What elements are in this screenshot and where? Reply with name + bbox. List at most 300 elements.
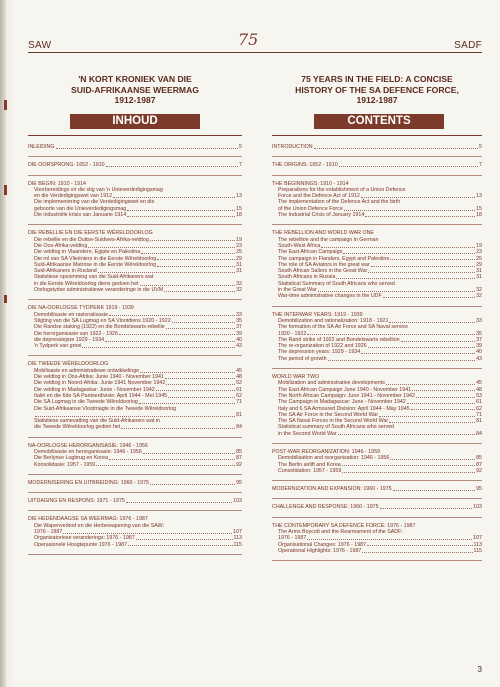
toc-page-number: 37 (236, 324, 242, 331)
toc-page-number: 40 (236, 336, 242, 343)
toc-page-number: 103 (233, 498, 242, 505)
toc-entry-title: Organisatoriese veranderings: 1976 - 1987 (34, 535, 135, 542)
toc-page-number: 23 (476, 249, 482, 256)
dot-leader (336, 278, 475, 279)
dot-leader (339, 166, 478, 167)
toc-page-number: 31 (236, 268, 242, 275)
toc-entry-title: in the Great War (278, 287, 317, 294)
toc-entry-title: Preparations for the establishment of a Union Defence (278, 186, 406, 193)
toc-page-number: 92 (236, 461, 242, 468)
page-number: 3 (477, 665, 482, 674)
toc-page-number: 113 (473, 541, 482, 548)
toc-entry-title: THE CONTEMPORARY SA DEFENCE FORCE: 1976 - 1987 (272, 522, 416, 529)
toc-entry-title: THE ORIGINS: 1652 - 1910 (272, 162, 338, 169)
toc-entry-title: Mobilization and administrative developments (278, 380, 385, 387)
toc-entry-title: Die veldtog in Noord-Afrika: Junie 1941 November 1942 (34, 380, 166, 387)
toc-entry[interactable] (272, 431, 482, 437)
toc-entry[interactable] (28, 343, 242, 349)
toc-entry-title: The rebellion and the campaign in German (278, 236, 379, 243)
toc-entry-title: The SA Naval Forces in the Second World War (278, 418, 389, 425)
toc-entry-title: DIE NA-OORLOGSE TYDPERK 1919 - 1939 (28, 305, 134, 312)
toc-entry[interactable] (272, 468, 482, 474)
toc-page-number: 29 (236, 255, 242, 262)
header-left: SAW (28, 40, 52, 51)
toc-heading[interactable] (272, 486, 482, 492)
dot-leader (96, 465, 235, 466)
dot-leader (172, 322, 235, 323)
dot-leader (136, 539, 233, 540)
toc-page-number: 15 (476, 205, 482, 212)
toc-entry-title: South-West Africa (278, 242, 321, 249)
toc-page-number: 52 (236, 380, 242, 387)
dot-leader (365, 216, 475, 217)
toc-heading[interactable] (28, 144, 242, 150)
toc-entry-title: die Tweede Wêreldoorlog gedien het (34, 424, 121, 431)
dot-leader (150, 484, 235, 485)
toc-page-number: 43 (236, 343, 242, 350)
binding-mark (4, 100, 7, 110)
dot-leader (411, 409, 475, 410)
toc-entry-title: Die Wapenverbod en die Herbewapening van die SAW: (34, 522, 164, 529)
section-divider (272, 368, 482, 369)
toc-section (28, 181, 242, 226)
toc-entry-title: die depressiejare 1929 - 1934 (34, 336, 105, 343)
dot-leader (157, 259, 235, 260)
toc-section (272, 312, 482, 369)
title-line: 'N KORT KRONIEK VAN DIE (78, 74, 192, 84)
toc-entry-title: War-time administrative changes in the UDF (278, 293, 382, 300)
toc-page-number: 31 (236, 261, 242, 268)
dot-leader (371, 266, 475, 267)
toc-section (28, 144, 242, 157)
toc-heading[interactable] (272, 504, 482, 510)
dot-leader (128, 545, 232, 546)
toc-page-number: 33 (476, 317, 482, 324)
toc-entry[interactable] (272, 293, 482, 299)
toc-entry-title: THE BEGINNINGS: 1910 - 1914 (272, 180, 349, 187)
toc-page-number: 53 (476, 392, 482, 399)
toc-entry-title: Voorbereidings vir die stig van 'n Unieverdedigingsmag (34, 186, 163, 193)
dot-leader (361, 353, 475, 354)
toc-page-number: 45 (476, 380, 482, 387)
dot-leader (113, 197, 235, 198)
toc-entry-title: Italië en die 6de SA Pantserdivisie: April 1944 - Mei 1945 (34, 392, 168, 399)
title-afrikaans (28, 74, 242, 114)
toc-entry-title: Statistical Summary of South Africans who served (278, 280, 395, 287)
toc-section (28, 516, 242, 554)
header-rule (28, 52, 482, 53)
dot-leader (157, 266, 235, 267)
header-right: SADF (454, 40, 482, 51)
toc-entry-title: Mobilisasie en administratiewe ontwikkelinge (34, 367, 140, 374)
title-line: HISTORY OF THE SA DEFENCE FORCE, (295, 84, 459, 95)
toc-page-number: 18 (236, 212, 242, 219)
toc-page-number: 84 (236, 424, 242, 431)
toc-page-number: 35 (236, 317, 242, 324)
toc-section (272, 523, 482, 561)
toc-entry-title: The formation of the SA Air Force and SA Naval service (278, 324, 409, 331)
toc-entry-title: INLEIDING (28, 144, 55, 150)
toc-entry-title: POST-WAR REORGANIZATION: 1946 - 1959 (272, 448, 381, 455)
toc-entry-title: The East African Campaign (278, 249, 343, 256)
toc-entry-title: South Africans in Russia (278, 274, 336, 281)
toc-page-number: 81 (476, 418, 482, 425)
toc-entry-title: 1920 - 1922 (278, 330, 307, 337)
dot-leader (390, 259, 475, 260)
dot-leader (386, 384, 475, 385)
toc-page-number: 103 (473, 504, 482, 511)
dot-leader (328, 360, 476, 361)
dot-leader (318, 291, 475, 292)
toc-page-number: 37 (476, 336, 482, 343)
toc-entry-title: The period of growth (278, 355, 327, 362)
toc-entry-title: The campaign in Flanders, Egypt and Palestine (278, 255, 390, 262)
title-line: SUID-AFRIKAANSE WEERMAG (71, 84, 199, 95)
toc-page-number: 87 (236, 455, 242, 462)
toc-entry-title: NA-OORLOGSE HERORGANISASIE: 1946 - 1956 (28, 442, 148, 449)
toc-entry-title: Konsolidasie: 1957 - 1959 (34, 461, 96, 468)
toc-heading[interactable] (28, 498, 242, 504)
toc-entry-title: in die Eerste Wêreldoorlog diens gedoen het (34, 280, 139, 287)
toc-page-number: 31 (476, 268, 482, 275)
toc-page-number: 107 (233, 529, 242, 536)
toc-page-number: 13 (476, 193, 482, 200)
toc-section (272, 181, 482, 226)
toc-entry-title: Statistiese opsomming van die Suid-Afrikaners wat (34, 274, 154, 281)
toc-page-number: 7 (239, 162, 242, 169)
toc-page-number: 23 (236, 242, 242, 249)
toc-entry-title: en die Verdedigingswet van 1912 (34, 193, 113, 200)
dot-leader (389, 322, 475, 323)
section-divider (28, 355, 242, 356)
toc-page-number: 25 (236, 249, 242, 256)
dot-leader (321, 247, 475, 248)
dot-leader (150, 240, 235, 241)
toc-section (272, 486, 482, 499)
toc-page-number: 107 (473, 535, 482, 542)
toc-entry-title: Oorlogstydse administratiewe veranderinge in die UVM (34, 287, 164, 294)
toc-entry-title: The Arms Boycott and the Rearmament of the SADF: (278, 529, 403, 536)
toc-entry-title: Consolidation: 1957 - 1959 (278, 467, 342, 474)
toc-entry-title: Die herorganisasie van 1922 - 1926 (34, 330, 118, 337)
toc-entry[interactable] (272, 548, 482, 554)
toc-entry-title: Die SA Lugmag in die Tweede Wêreldoorlog (34, 399, 138, 406)
dot-leader (121, 428, 235, 429)
dot-leader (88, 247, 235, 248)
toc-entry-title: The Industrial Crisis of January 1914 (278, 212, 365, 219)
dot-leader (143, 453, 235, 454)
toc-page-number: 48 (476, 386, 482, 393)
toc-page-number: 25 (476, 255, 482, 262)
toc-entry-title: The implementation of the Defence Act and the birth (278, 199, 401, 206)
contents-banner: CONTENTS (314, 114, 444, 129)
toc-page-number: 5 (479, 144, 482, 150)
dot-leader (140, 285, 236, 286)
toc-page-number: 32 (236, 280, 242, 287)
toc-page-number: 13 (236, 193, 242, 200)
toc-entry-title: Demobilisation and reorganisation: 1946 - 1956 (278, 455, 390, 462)
toc-entry-title: in the Second World War (278, 430, 337, 437)
toc-entry-title: DIE HEDENDAAGSE SA WEERMAG: 1976 - 1987 (28, 516, 148, 523)
dot-leader (105, 341, 235, 342)
toc-entry-title: CHALLENGE AND RESPONSE: 1960 - 1975 (272, 504, 379, 511)
toc-page-number: 19 (476, 242, 482, 249)
section-divider (272, 517, 482, 518)
toc-entry-title: Italy and 6 SA Armoured Division: April 1944 - May 1945 (278, 405, 410, 412)
section-divider (28, 175, 242, 176)
section-divider (28, 299, 242, 300)
dot-leader (126, 502, 232, 503)
dot-leader (127, 216, 235, 217)
section-divider (272, 175, 482, 176)
dot-leader (63, 533, 232, 534)
toc-entry-title: Die industriële krisis van Januarie 1914 (34, 212, 127, 219)
toc-entry-title: Suid-Afrikaners in Rusland (34, 268, 97, 275)
dot-leader (367, 545, 472, 546)
toc-entry-title: DIE BEGIN: 1910 - 1914 (28, 180, 87, 187)
toc-entry[interactable] (28, 542, 242, 548)
toc-page-number: 84 (476, 430, 482, 437)
dot-leader (82, 347, 235, 348)
dot-leader (361, 197, 475, 198)
toc-entry-title: The East African Campaign June 1940 - November 1941 (278, 386, 412, 393)
toc-entry[interactable] (28, 462, 242, 468)
toc-entry-title: Demobilisasie en herorganisasie: 1946 - 1956 (34, 448, 142, 455)
toc-entry-title: The SA Air Force in the Second World War (278, 411, 379, 418)
dot-leader (314, 148, 478, 149)
toc-entry-title: DIE REBELLIE EN DIE EERSTE WÊRELDOORLOG (28, 230, 153, 237)
dot-leader (141, 253, 235, 254)
toc-entry-title: The depression years: 1929 - 1934 (278, 349, 361, 356)
toc-entry-title: The re-organization of 1922 and 1926 (278, 343, 367, 350)
toc-entry-title: The Campaign in Madagascar: June - November 1942 (278, 399, 406, 406)
toc-section (28, 480, 242, 493)
toc-entry-title: Die veldtog in Oos-Afrika: Junie 1940 - November 1941 (34, 374, 164, 381)
dot-leader (307, 334, 475, 335)
toc-heading[interactable] (28, 480, 242, 486)
toc-page-number: 18 (476, 212, 482, 219)
toc-entry-title: Statistiese samevatting van die Suid-Afrikaners wat in (34, 418, 161, 425)
toc-entry-title: Die Suid-Afrikaanse Vlootmagte in die Tweede Wêreldoorlog (34, 405, 177, 412)
section-divider (272, 306, 482, 307)
toc-entry-title: Die Oos-Afrika-veldtog (34, 242, 88, 249)
toc-section (28, 498, 242, 511)
toc-entry-title: Operational Highlights: 1976 - 1987 (278, 547, 362, 554)
dot-leader (109, 459, 235, 460)
toc-entry-title: UITDAGING EN RESPONS: 1971 - 1975 (28, 498, 125, 505)
toc-page-number: 115 (473, 547, 482, 554)
dot-leader (393, 490, 475, 491)
toc-entry[interactable] (28, 212, 242, 218)
toc-page-number: 32 (476, 293, 482, 300)
title-english (272, 74, 482, 114)
inhoud-banner: INHOUD (70, 114, 200, 129)
toc-entry[interactable] (272, 356, 482, 362)
toc-entry-title: Force and the Defence Act of 1912 (278, 193, 360, 200)
toc-page-number: 71 (476, 411, 482, 418)
toc-page-number: 43 (476, 355, 482, 362)
dot-leader (390, 459, 475, 460)
binding-mark (4, 185, 7, 195)
toc-entry-title: Die Berlynse Lugbrug en Korea (34, 455, 108, 462)
toc-section (28, 305, 242, 356)
dot-leader (343, 253, 475, 254)
toc-entry-title: DIE TWEEDE WÊRELDOORLOG (28, 361, 109, 368)
dot-leader (380, 508, 473, 509)
section-divider (28, 224, 242, 225)
toc-entry-title: of the Union Defence Force (278, 205, 343, 212)
dot-leader (35, 416, 235, 417)
dot-leader (368, 347, 475, 348)
toc-entry-title: Statistical summary of South Africans who served (278, 424, 394, 431)
toc-page-number: 85 (476, 455, 482, 462)
section-divider (272, 224, 482, 225)
dot-leader (127, 210, 235, 211)
toc-heading[interactable] (272, 144, 482, 150)
toc-section (28, 230, 242, 300)
column-english (272, 74, 482, 561)
toc-section (272, 162, 482, 175)
toc-entry-title: Die implementering van die Verdedigingswet en die (34, 199, 155, 206)
toc-entry-title: The Berlin airlift and Korea (278, 461, 341, 468)
dot-leader (342, 472, 475, 473)
toc-entry-title: Suid-Afrikaanse Matrose in die Eerste Wêreldoorlog (34, 261, 156, 268)
dot-leader (416, 397, 475, 398)
toc-page-number: 19 (236, 236, 242, 243)
dot-leader (412, 390, 475, 391)
toc-page-number: 87 (476, 461, 482, 468)
toc-page-number: 115 (233, 541, 242, 548)
toc-section (272, 230, 482, 306)
toc-entry-title: DIE OORSPRONG: 1652 - 1910 (28, 162, 105, 169)
toc-entry-title: South African Sailors in the Great War (278, 268, 368, 275)
dot-leader (307, 539, 472, 540)
toc-entry-title: THE REBELLION AND WORLD WAR ONE (272, 230, 374, 237)
toc-entry-title: Die veldtog in Vlaandere, Egipte en Palestina (34, 249, 141, 256)
dot-leader (379, 416, 475, 417)
toc-entry-title: Die veldtog in Madagaskar: Junie - November 1942 (34, 386, 155, 393)
toc-entry-title: The North African Campaign: June 1941 - November 1942 (278, 392, 415, 399)
dot-leader (56, 148, 239, 149)
toc-page-number: 62 (476, 405, 482, 412)
toc-entry[interactable] (28, 287, 242, 293)
dot-leader (109, 315, 235, 316)
section-divider (28, 437, 242, 438)
toc-page-number: 35 (476, 330, 482, 337)
toc-section (272, 449, 482, 481)
dot-leader (362, 552, 472, 553)
binding-mark (4, 295, 7, 303)
section-divider (272, 443, 482, 444)
toc-page-number: 92 (476, 467, 482, 474)
toc-page-number: 113 (233, 535, 242, 542)
toc-entry-title: 1976 - 1987 (278, 535, 307, 542)
dot-leader (401, 341, 475, 342)
dot-leader (368, 272, 475, 273)
toc-section (272, 144, 482, 157)
dot-leader (389, 422, 475, 423)
toc-page-number: 15 (236, 205, 242, 212)
toc-page-number: 5 (239, 144, 242, 150)
toc-entry-title: Die rebellie en die Duitse-Suidwes-Afrika-veldtog (34, 236, 149, 243)
toc-entry-title: MODERNISERING EN UITBREIDING: 1960 - 1975 (28, 479, 149, 486)
toc-entry-title: Operasionele Hoogtepunte 1976 - 1987 (34, 541, 128, 548)
table-of-contents-afrikaans (28, 144, 242, 555)
toc-heading[interactable] (28, 162, 242, 168)
toc-page-number: 39 (236, 330, 242, 337)
section-divider (28, 510, 242, 511)
dot-leader (156, 390, 235, 391)
toc-section (28, 443, 242, 475)
toc-section (28, 361, 242, 437)
toc-page-number: 61 (476, 399, 482, 406)
toc-heading[interactable] (272, 162, 482, 168)
section-divider (272, 156, 482, 157)
toc-entry[interactable] (272, 212, 482, 218)
toc-entry-title: geboorte van die Unieverdedigingsmag (34, 205, 127, 212)
section-divider (272, 560, 482, 561)
toc-entry-title: 'n Tydperk van groei (34, 343, 82, 350)
toc-entry-title: MODERNIZATION AND EXPANSION: 1960 - 1975 (272, 486, 392, 493)
toc-entry-title: Die rol van SA Vlieëniers in die Eerste Wêreldoorlog (34, 255, 157, 262)
logo-75: 75 (238, 30, 259, 49)
dot-leader (119, 334, 235, 335)
toc-page-number: 61 (236, 386, 242, 393)
toc-page-number: 32 (476, 287, 482, 294)
toc-entry-title: Demobilisasie en rasionalisasie (34, 311, 108, 318)
dot-leader (140, 372, 235, 373)
section-divider (28, 156, 242, 157)
section-divider (28, 554, 242, 555)
toc-page-number: 95 (476, 486, 482, 493)
banner-rule (272, 135, 482, 136)
section-divider (28, 492, 242, 493)
toc-page-number: 7 (479, 162, 482, 169)
dot-leader (164, 291, 235, 292)
toc-section (28, 162, 242, 175)
title-line: 1912-1987 (114, 95, 156, 105)
toc-page-number: 95 (236, 479, 242, 486)
dot-leader (106, 166, 239, 167)
toc-page-number: 32 (236, 287, 242, 294)
column-afrikaans (28, 74, 242, 555)
toc-entry[interactable] (28, 424, 242, 430)
dot-leader (344, 210, 475, 211)
dot-leader (407, 403, 475, 404)
toc-entry-title: INTRODUCTION (272, 144, 313, 150)
toc-entry-title: 1976 - 1987 (34, 529, 63, 536)
toc-page-number: 71 (236, 399, 242, 406)
toc-page-number: 39 (476, 343, 482, 350)
section-divider (272, 480, 482, 481)
title-line: 75 YEARS IN THE FIELD: A CONCISE (301, 74, 453, 84)
toc-entry-title: THE INTERWAR YEARS: 1919 - 1939 (272, 311, 363, 318)
section-divider (272, 498, 482, 499)
dot-leader (166, 328, 235, 329)
toc-entry-title: Stigting van die SA Lugmag en SA Vlootdiens 1920 - 1922 (34, 317, 171, 324)
dot-leader (165, 378, 235, 379)
toc-page-number: 29 (476, 261, 482, 268)
toc-entry-title: WORLD WAR TWO (272, 374, 320, 381)
toc-entry-title: Organisational Changes: 1976 - 1987 (278, 541, 367, 548)
section-divider (28, 474, 242, 475)
toc-page-number: 45 (236, 367, 242, 374)
dot-leader (383, 297, 475, 298)
toc-page-number: 33 (236, 311, 242, 318)
toc-page-number: 85 (236, 448, 242, 455)
toc-entry-title: Die Randse staking (1922) en die Bondelswarts-rebellie (34, 324, 165, 331)
toc-page-number: 40 (476, 349, 482, 356)
